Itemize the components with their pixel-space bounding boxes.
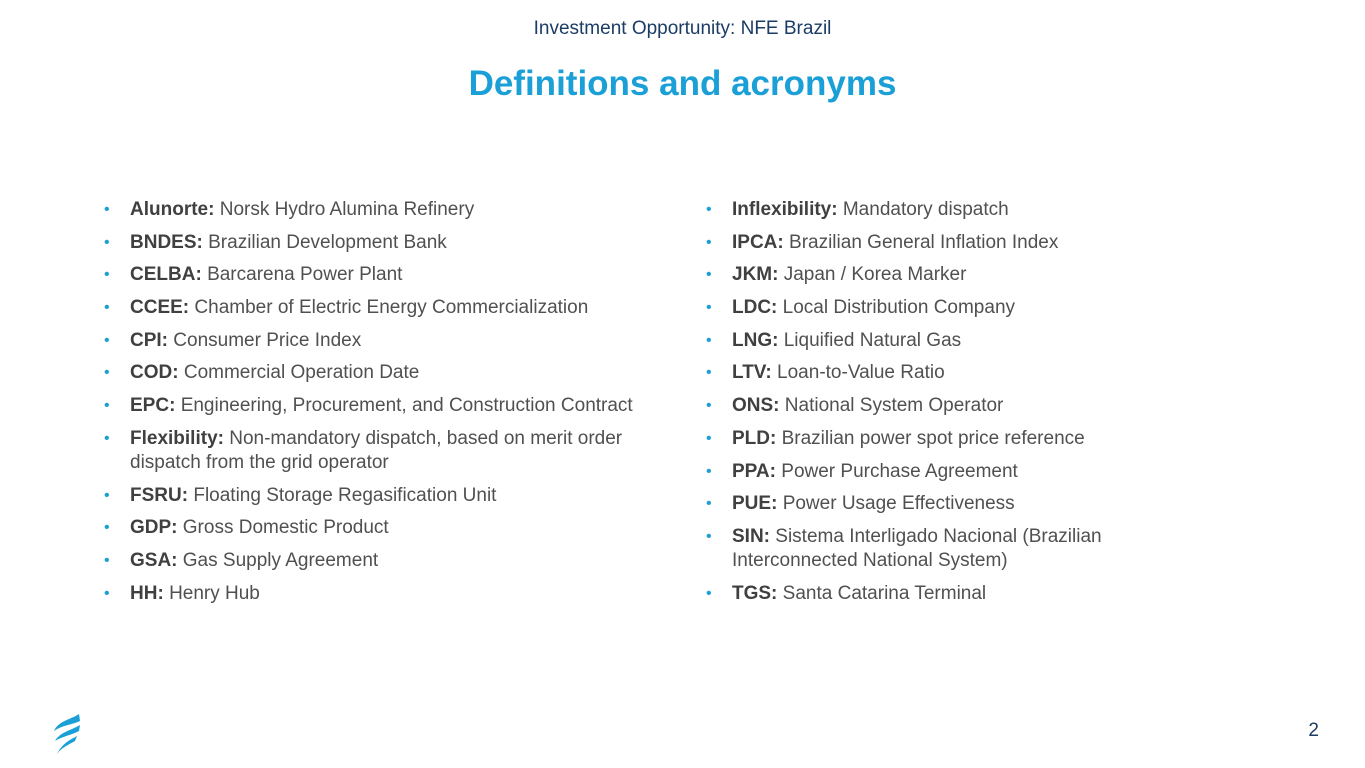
page-number: 2 — [1308, 720, 1319, 741]
bullet-icon: • — [104, 584, 110, 602]
definition-term: FSRU: — [130, 484, 189, 506]
definition-item — [706, 263, 1146, 287]
definition-item — [104, 516, 634, 540]
bullet-icon: • — [104, 429, 110, 447]
bullet-icon: • — [104, 266, 110, 284]
definition-term: IPCA: — [732, 231, 784, 253]
bullet-icon: • — [706, 429, 712, 447]
bullet-icon: • — [706, 462, 712, 480]
definition-text: Commercial Operation Date — [183, 362, 420, 384]
definition-item — [104, 296, 634, 320]
definition-item — [104, 582, 634, 606]
definition-item — [104, 329, 634, 353]
definition-item — [104, 198, 634, 222]
definition-item — [706, 329, 1146, 353]
definition-text: Gross Domestic Product — [182, 517, 389, 539]
definition-term: BNDES: — [130, 231, 203, 253]
definition-text: Santa Catarina Terminal — [782, 582, 987, 604]
bullet-icon: • — [706, 527, 712, 545]
definition-text: Brazilian General Inflation Index — [789, 231, 1059, 253]
definition-text: Henry Hub — [169, 582, 260, 604]
definition-text: Brazilian power spot price reference — [781, 427, 1085, 449]
bullet-icon: • — [104, 486, 110, 504]
definition-term: Alunorte: — [130, 199, 215, 220]
definition-term: TGS: — [732, 582, 778, 604]
definition-term: LTV: — [732, 362, 772, 384]
bullet-icon: • — [706, 584, 712, 602]
definition-term: SIN: — [732, 525, 770, 547]
bullet-icon: • — [706, 266, 712, 284]
definition-text: Sistema Interligado Nacional (Brazilian Interconnected National System) — [732, 525, 1102, 571]
definition-item — [104, 484, 634, 508]
definition-term: PPA: — [732, 460, 776, 482]
bullet-icon: • — [104, 299, 110, 317]
definition-term: LNG: — [732, 329, 779, 351]
bullet-icon: • — [104, 201, 110, 218]
definition-item — [104, 427, 634, 475]
definition-text: Non-mandatory dispatch, based on merit order dispatch from the grid operator — [130, 427, 623, 473]
definition-item — [104, 263, 634, 287]
page-title: Definitions and acronyms — [468, 64, 897, 103]
definition-text: Gas Supply Agreement — [182, 549, 379, 571]
definition-term: ONS: — [732, 395, 780, 417]
definition-term: CPI: — [130, 329, 168, 351]
bullet-icon: • — [706, 495, 712, 513]
definition-item — [706, 394, 1146, 418]
definition-term: GDP: — [130, 517, 178, 539]
bullet-icon: • — [706, 364, 712, 382]
bullet-icon: • — [104, 397, 110, 415]
definition-text: National System Operator — [784, 395, 1004, 417]
bullet-icon: • — [104, 364, 110, 382]
definition-text: Japan / Korea Marker — [783, 264, 967, 286]
definition-item — [706, 361, 1146, 385]
definition-term: HH: — [130, 582, 164, 604]
definition-item — [104, 361, 634, 385]
definition-term: COD: — [130, 362, 179, 384]
bullet-icon: • — [104, 233, 110, 251]
definition-term: JKM: — [732, 264, 779, 286]
definitions-list-right — [706, 198, 1146, 614]
definition-text: Brazilian Development Bank — [208, 231, 447, 253]
definition-text: Loan-to-Value Ratio — [777, 362, 945, 384]
definition-item — [706, 525, 1146, 573]
definition-text: Liquified Natural Gas — [783, 329, 962, 351]
bullet-icon: • — [104, 551, 110, 569]
flame-logo-icon — [50, 713, 84, 757]
bullet-icon: • — [706, 397, 712, 415]
definition-item — [706, 492, 1146, 516]
definition-term: GSA: — [130, 549, 178, 571]
definition-item — [104, 549, 634, 573]
definition-term: EPC: — [130, 395, 176, 417]
definition-text: Floating Storage Regasification Unit — [193, 484, 497, 506]
slide-subtitle: Investment Opportunity: NFE Brazil — [533, 18, 832, 39]
definition-term: LDC: — [732, 297, 778, 319]
definition-item — [706, 198, 1146, 222]
definition-term: PUE: — [732, 493, 778, 515]
definition-text: Chamber of Electric Energy Commercialization — [194, 297, 589, 319]
definition-term: PLD: — [732, 427, 777, 449]
definition-term: CCEE: — [130, 297, 190, 319]
definition-text: Barcarena Power Plant — [207, 264, 403, 286]
definition-text: Norsk Hydro Alumina Refinery — [219, 199, 475, 220]
definition-text: Consumer Price Index — [173, 329, 362, 351]
bullet-icon: • — [706, 299, 712, 317]
definition-text: Power Usage Effectiveness — [782, 493, 1015, 515]
definition-text: Power Purchase Agreement — [781, 460, 1018, 482]
definition-text: Mandatory dispatch — [842, 199, 1009, 220]
definition-item — [104, 394, 634, 418]
definition-text: Engineering, Procurement, and Construction Contract — [180, 395, 633, 417]
definitions-list-left — [104, 198, 634, 614]
definition-item — [104, 231, 634, 255]
definition-item — [706, 231, 1146, 255]
definition-item — [706, 460, 1146, 484]
definition-item — [706, 427, 1146, 451]
bullet-icon: • — [104, 519, 110, 537]
definition-item — [706, 582, 1146, 606]
definition-item — [706, 296, 1146, 320]
bullet-icon: • — [706, 331, 712, 349]
bullet-icon: • — [706, 233, 712, 251]
definition-term: Inflexibility: — [732, 199, 838, 220]
definition-term: CELBA: — [130, 264, 202, 286]
bullet-icon: • — [706, 201, 712, 218]
definition-term: Flexibility: — [130, 427, 224, 449]
definition-text: Local Distribution Company — [782, 297, 1016, 319]
bullet-icon: • — [104, 331, 110, 349]
